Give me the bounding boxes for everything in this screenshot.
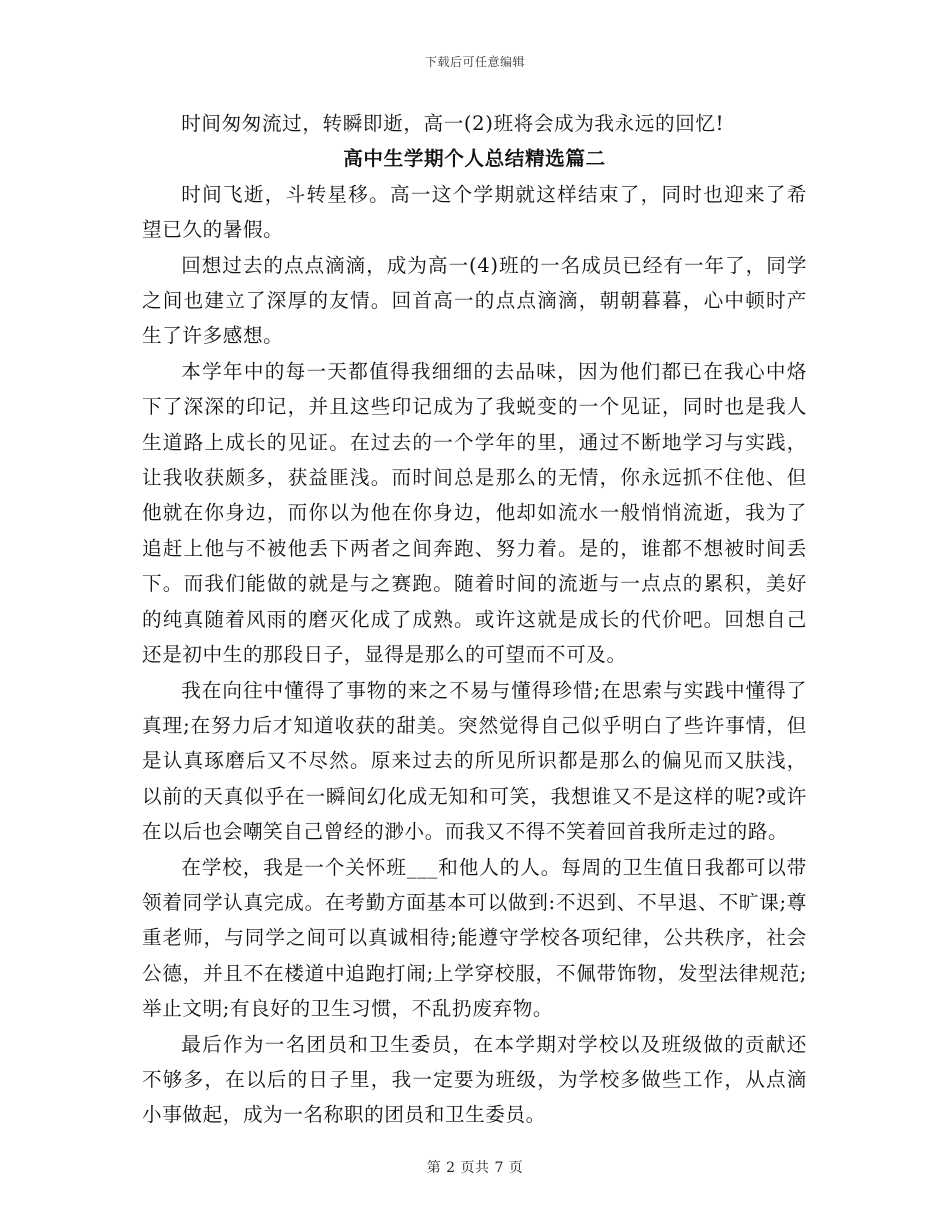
paragraph: 在学校，我是一个关怀班___和他人的人。每周的卫生值日我都可以带领着同学认真完成。在考勤方面基本可以做到:不迟到、不早退、不旷课;尊重老师，与同学之间可以真诚相待;能遵守学校各项纪律，公共秩序，社会公德，并且不在楼道中追跑打闹;上学穿校服，不佩带饰物，发型法律规范;举止文明;有良好的卫生习惯，不乱扔废弃物。 — [142, 855, 807, 1021]
document-body — [142, 106, 807, 1133]
header-note: 下载后可任意编辑 — [424, 55, 525, 69]
paragraph: 我在向往中懂得了事物的来之不易与懂得珍惜;在思索与实践中懂得了真理;在努力后才知道收获的甜美。突然觉得自己似乎明白了些许事情，但是认真琢磨后又不尽然。原来过去的所见所识都是那么的偏见而又肤浅，以前的天真似乎在一瞬间幻化成无知和可笑，我想谁又不是这样的呢?或许在以后也会嘲笑自己曾经的渺小。而我又不得不笑着回首我所走过的路。 — [142, 678, 807, 844]
paragraph: 本学年中的每一天都值得我细细的去品味，因为他们都已在我心中烙下了深深的印记，并且这些印记成为了我蜕变的一个见证，同时也是我人生道路上成长的见证。在过去的一个学年的里，通过不断地学习与实践，让我收获颇多，获益匪浅。而时间总是那么的无情，你永远抓不住他、但他就在你身边，而你以为他在你身边，他却如流水一般悄悄流逝，我为了追赶上他与不被他丢下两者之间奔跑、努力着。是的，谁都不想被时间丢下。而我们能做的就是与之赛跑。随着时间的流逝与一点点的累积，美好的纯真随着风雨的磨灭化成了成熟。或许这就是成长的代价吧。回想自己还是初中生的那段日子，显得是那么的可望而不可及。 — [142, 359, 807, 667]
paragraph: 回想过去的点点滴滴，成为高一(4)班的一名成员已经有一年了，同学之间也建立了深厚的友情。回首高一的点点滴滴，朝朝暮暮，心中顿时产生了许多感想。 — [142, 253, 807, 348]
paragraph: 最后作为一名团员和卫生委员，在本学期对学校以及班级做的贡献还不够多，在以后的日子里，我一定要为班级，为学校多做些工作，从点滴小事做起，成为一名称职的团员和卫生委员。 — [142, 1032, 807, 1127]
paragraph: 时间飞逝，斗转星移。高一这个学期就这样结束了，同时也迎来了希望已久的暑假。 — [142, 182, 807, 242]
page-number-footer: 第 2 页共 7 页 — [426, 1160, 524, 1176]
section-title: 高中生学期个人总结精选篇二 — [343, 147, 606, 171]
intro-paragraph: 时间匆匆流过，转瞬即逝，高一(2)班将会成为我永远的回忆! — [181, 112, 725, 135]
